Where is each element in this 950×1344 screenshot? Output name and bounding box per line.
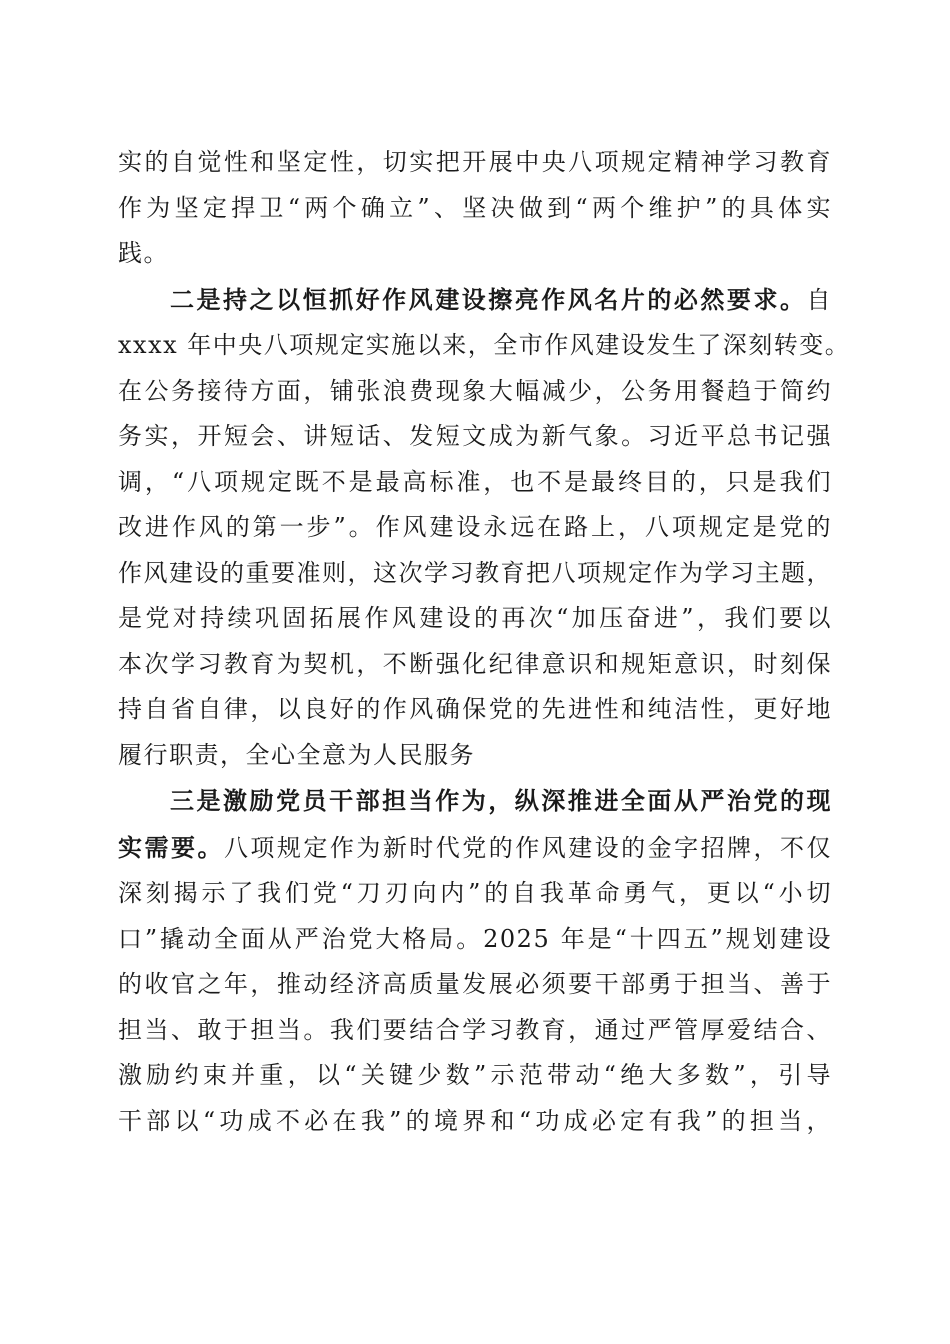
text-line: 担当、敢于担当。我们要结合学习教育，通过严管厚爱结合、 — [118, 1015, 832, 1044]
text-line: 口”撬动全面从严治党大格局。2025 年是“十四五”规划建设 — [118, 924, 832, 953]
text-line: 干部以“功成不必在我”的境界和“功成必定有我”的担当， — [118, 1106, 832, 1135]
document-body — [118, 140, 851, 1144]
paragraph-heading-cont: 实需要。 — [118, 832, 224, 862]
text-line: 激励约束并重，以“关键少数”示范带动“绝大多数”，引导 — [118, 1061, 832, 1089]
text-line: 在公务接待方面，铺张浪费现象大幅减少，公务用餐趋于简约 — [118, 376, 832, 405]
text-line: 改进作风的第一步”。作风建设永远在路上，八项规定是党的 — [118, 513, 832, 541]
heading-tail: 自 — [806, 285, 832, 314]
heading-tail: 八项规定作为新时代党的作风建设的金字招牌，不仅 — [223, 833, 833, 862]
paragraph-3 — [118, 778, 832, 1144]
text-line: 作风建设的重要准则，这次学习教育把八项规定作为学习主题， — [118, 558, 832, 587]
heading-line-2 — [118, 825, 832, 872]
text-line: 践。 — [118, 239, 169, 267]
heading-line — [118, 277, 832, 324]
text-line: 调，“八项规定既不是最高标准，也不是最终目的，只是我们 — [118, 467, 832, 496]
paragraph-1 — [118, 140, 832, 277]
paragraph-heading: 二是持之以恒抓好作风建设擦亮作风名片的必然要求。 — [170, 284, 807, 314]
text-line: 本次学习教育为契机，不断强化纪律意识和规矩意识，时刻保 — [118, 649, 832, 678]
heading-line — [118, 778, 832, 825]
text-line: 是党对持续巩固拓展作风建设的再次“加压奋进”，我们要以 — [118, 604, 832, 632]
text-line: 深刻揭示了我们党“刀刃向内”的自我革命勇气，更以“小切 — [118, 879, 832, 907]
text-line: 持自省自律，以良好的作风确保党的先进性和纯洁性，更好地 — [118, 695, 832, 723]
text-line: 的收官之年，推动经济高质量发展必须要干部勇于担当、善于 — [118, 970, 832, 998]
text-line: 实的自觉性和坚定性，切实把开展中央八项规定精神学习教育 — [118, 148, 832, 176]
text-line: 作为坚定捍卫“两个确立”、坚决做到“两个维护”的具体实 — [118, 193, 832, 222]
paragraph-heading: 三是激励党员干部担当作为，纵深推进全面从严治党的现 — [170, 786, 832, 815]
paragraph-2 — [118, 277, 851, 779]
text-line: 履行职责，全心全意为人民服务 — [118, 740, 475, 769]
text-line: 务实，开短会、讲短话、发短文成为新气象。习近平总书记强 — [118, 422, 832, 450]
text-line: xxxx 年中央八项规定实施以来，全市作风建设发生了深刻转变。 — [118, 331, 851, 359]
